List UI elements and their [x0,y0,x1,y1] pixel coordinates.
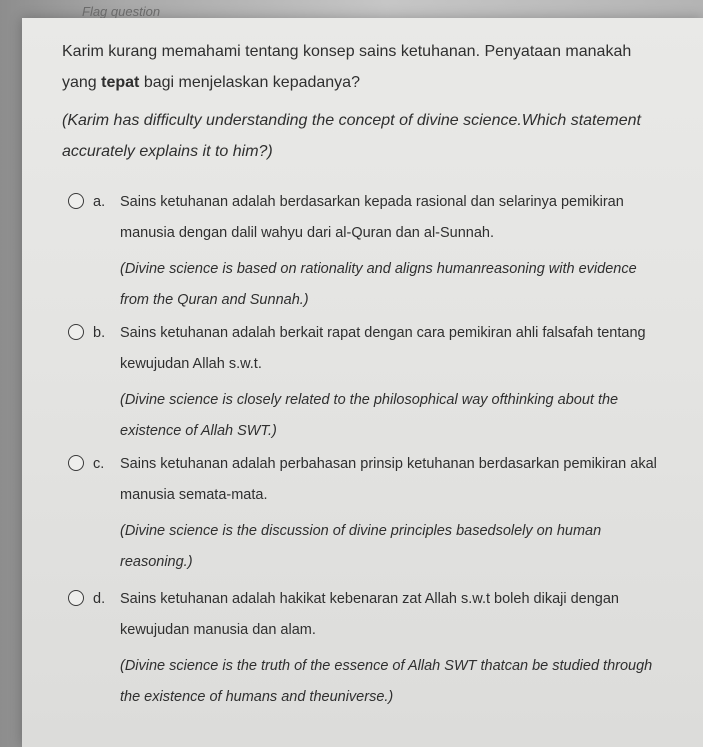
question-malay-end: bagi menjelaskan kepadanya? [139,74,360,91]
radio-button-c[interactable] [68,455,84,471]
option-text [120,187,660,316]
option-malay: Sains ketuhanan adalah hakikat kebenaran zat Allah s.w.t boleh dikaji dengan kewujudan manusia dan alam. [120,591,619,638]
question-card [22,4,703,747]
option-english: (Divine science is the discussion of divine principles basedsolely on human reasoning.) [120,523,602,570]
option-english: (Divine science is closely related to the philosophical way ofthinking about the existence of Allah SWT.) [120,392,619,439]
question-text [62,36,662,167]
option-english: (Divine science is the truth of the essence of Allah SWT thatcan be studied through the existence of humans and theuniverse.) [120,658,653,705]
option-malay: Sains ketuhanan adalah berkait rapat dengan cara pemikiran ahli falsafah tentang kewujudan Allah s.w.t. [120,325,646,372]
option-malay: Sains ketuhanan adalah perbahasan prinsip ketuhanan berdasarkan pemikiran akal manusia semata-mata. [120,456,657,503]
option-letter: d. [93,591,106,607]
radio-button-d[interactable] [68,590,84,606]
question-english: (Karim has difficulty understanding the concept of divine science.Which statement accurately explains it to him?) [62,112,641,160]
option-text [120,584,660,713]
question-malay [62,36,662,98]
option-text [120,449,660,578]
radio-button-b[interactable] [68,324,84,340]
option-malay: Sains ketuhanan adalah berdasarkan kepada rasional dan selarinya pemikiran manusia dengan dalil wahyu dari al-Quran dan al-Sunnah. [120,194,624,241]
question-emphasis: tepat [101,74,140,91]
option-letter: a. [93,194,106,210]
option-text [120,318,660,447]
option-english: (Divine science is based on rationality and aligns humanreasoning with evidence from the Quran and Sunnah.) [120,261,637,308]
option-letter: b. [93,325,106,341]
question-malay-start: Karim kurang memahami tentang konsep sains ketuhanan. Penyataan manakah yang [62,43,632,91]
option-letter: c. [93,456,105,472]
flag-question-link[interactable]: Flag question [82,4,161,18]
radio-button-a[interactable] [68,193,84,209]
